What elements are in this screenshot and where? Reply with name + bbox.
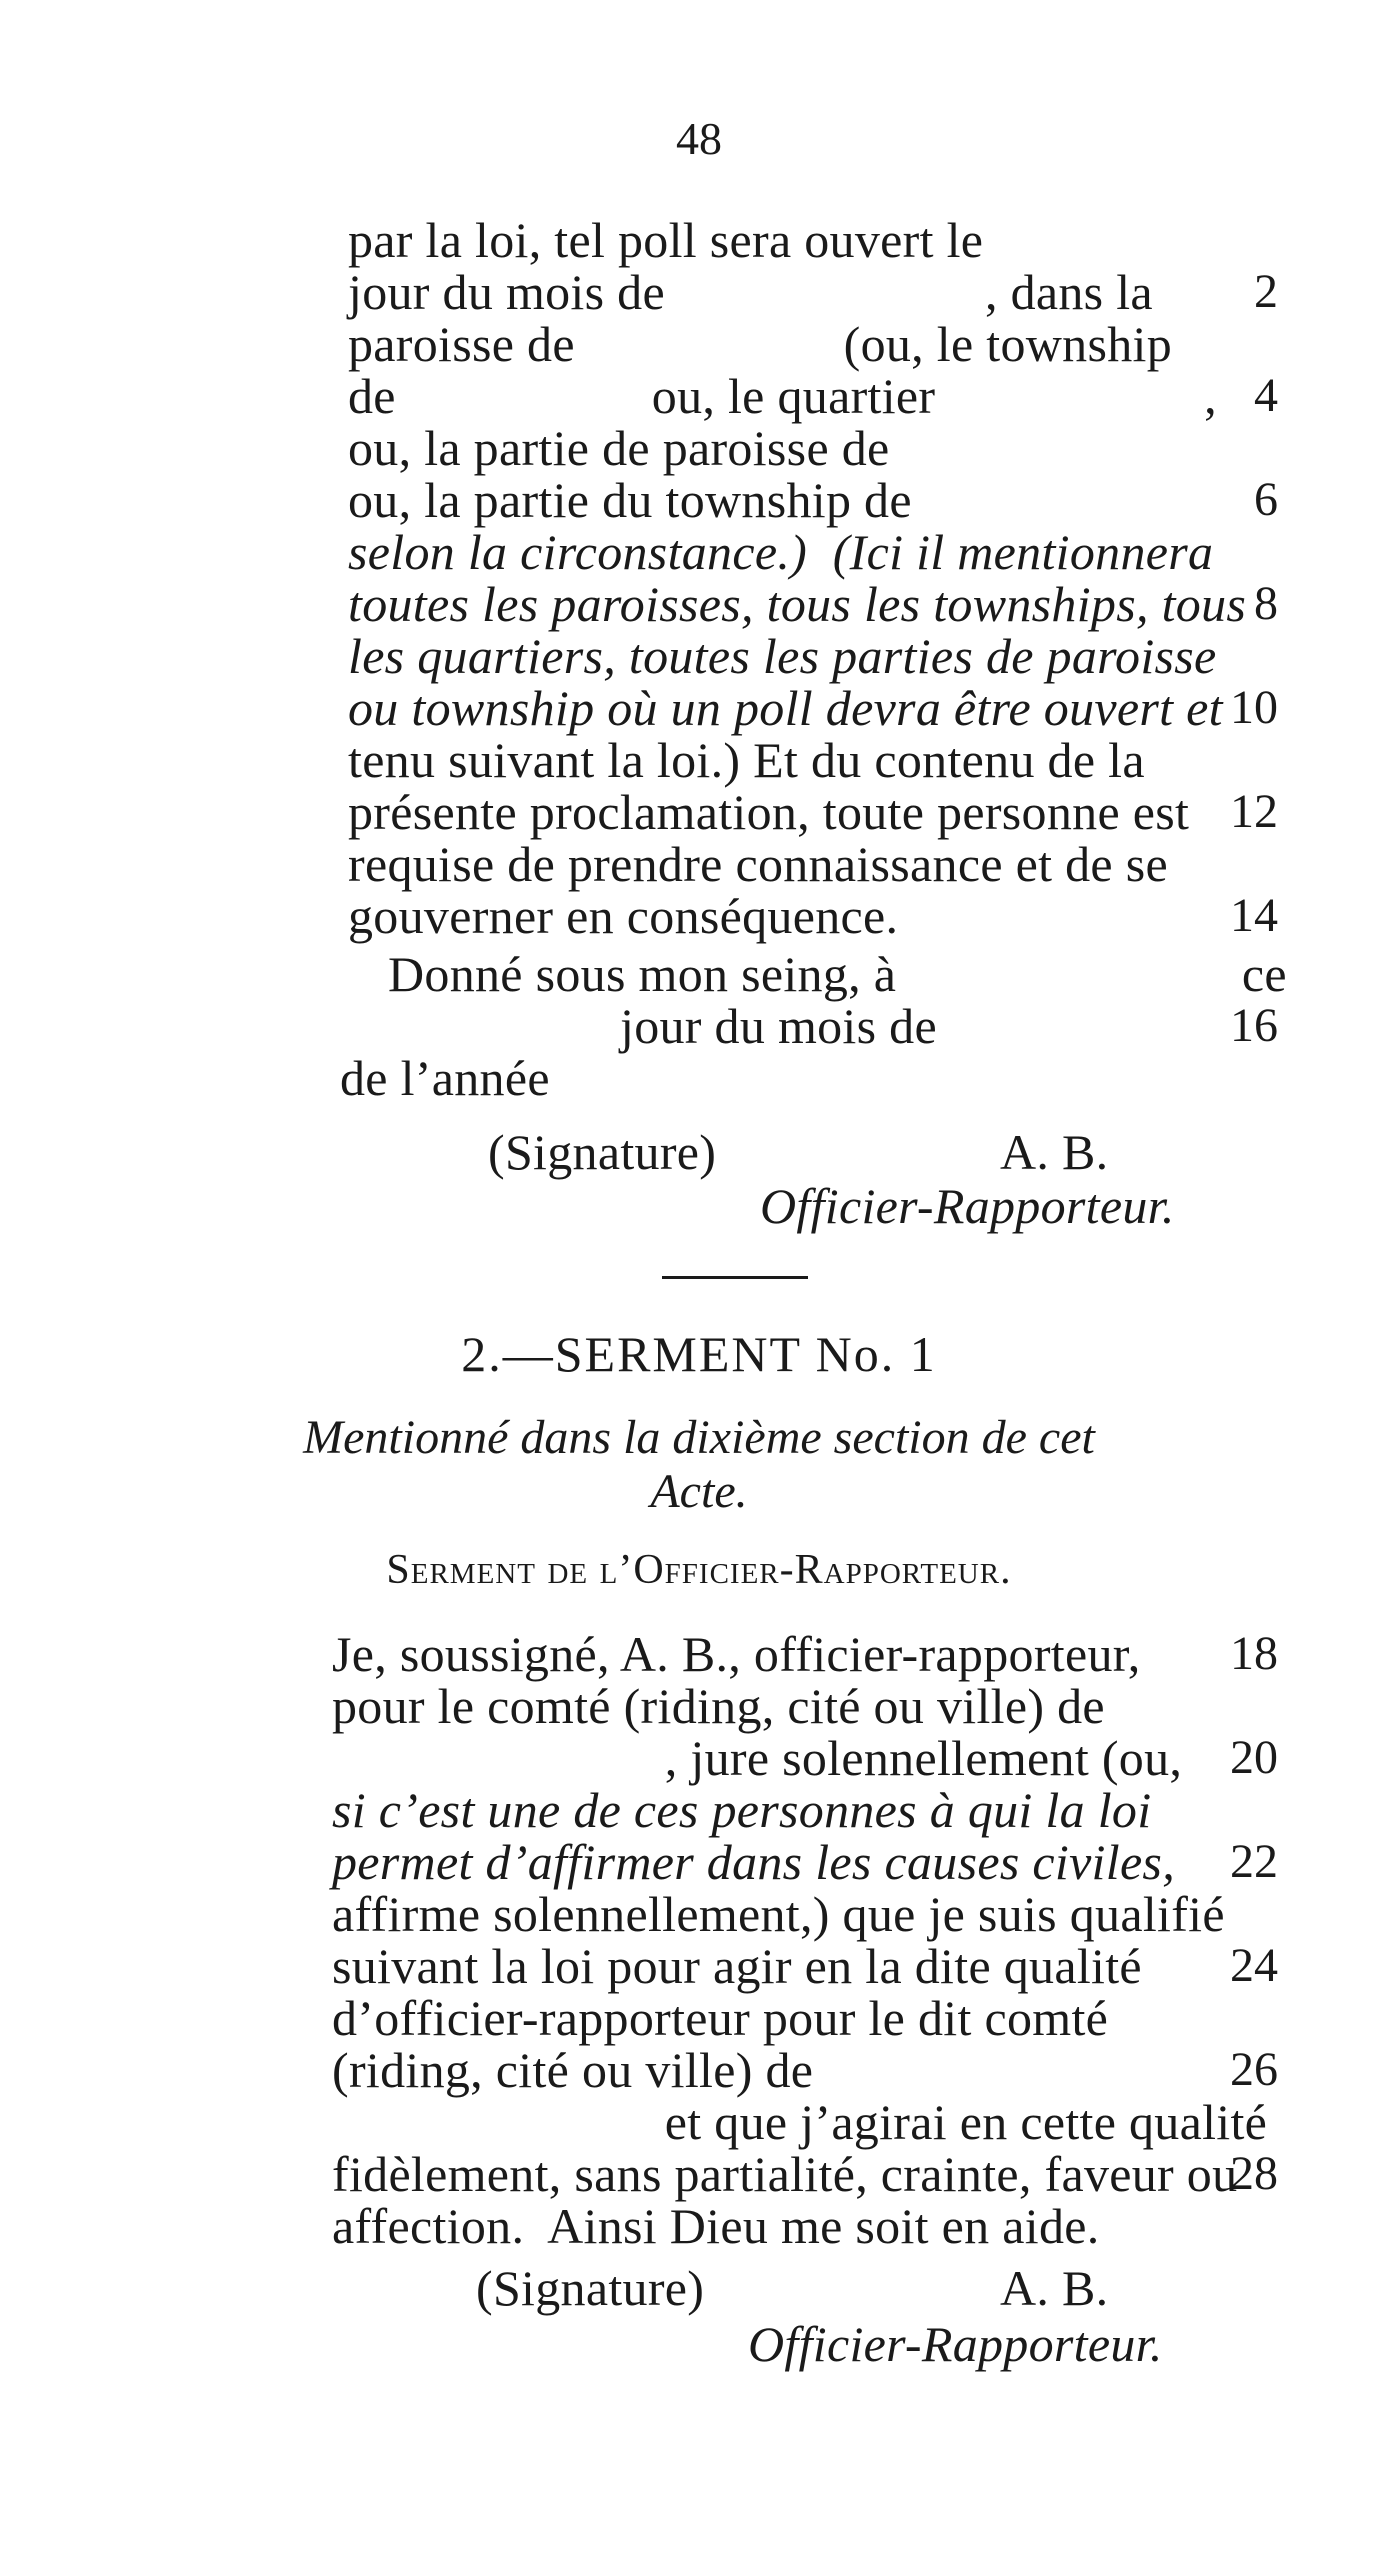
- line-number: 6: [1254, 473, 1278, 526]
- text-line: affirme solennellement,) que je suis qualifié: [332, 1886, 1225, 1942]
- text-line: , jure solennellement (ou,: [332, 1730, 1183, 1786]
- text-line: si c’est une de ces personnes à qui la loi: [332, 1782, 1152, 1838]
- text-line: jour du mois de , dans la: [348, 264, 1153, 320]
- line-number: 4: [1254, 369, 1278, 422]
- line-number: 22: [1230, 1835, 1278, 1888]
- line-number: 8: [1254, 577, 1278, 630]
- line-number: 14: [1230, 889, 1278, 942]
- line-number: 18: [1230, 1627, 1278, 1680]
- line-number: 24: [1230, 1939, 1278, 1992]
- line-number: 16: [1230, 999, 1278, 1052]
- line-number: 26: [1230, 2043, 1278, 2096]
- signature-title: Officier-Rapporteur.: [748, 2316, 1163, 2372]
- page-number: 48: [676, 113, 722, 164]
- section-subtitle-1: Mentionné dans la dixième section de cet: [303, 1411, 1095, 1464]
- text-line: ou, la partie du township de: [348, 472, 912, 528]
- text-line: gouverner en conséquence.: [348, 888, 899, 944]
- text-line: fidèlement, sans partialité, crainte, faveur ou: [332, 2146, 1238, 2202]
- signature-initials: A. B.: [1000, 2260, 1109, 2316]
- signature-label: (Signature): [488, 1124, 717, 1180]
- text-line: les quartiers, toutes les parties de paroisse: [348, 628, 1217, 684]
- section-subtitle-2: Acte.: [650, 1465, 748, 1518]
- line-number: 28: [1230, 2147, 1278, 2200]
- text-line: ou, la partie de paroisse de: [348, 420, 890, 476]
- text-line: d’officier-rapporteur pour le dit comté: [332, 1990, 1109, 2046]
- line-number: 2: [1254, 265, 1278, 318]
- text-line: par la loi, tel poll sera ouvert le: [348, 212, 984, 268]
- text-line: paroisse de (ou, le township: [348, 316, 1173, 372]
- text-line: permet d’affirmer dans les causes civiles,: [332, 1834, 1175, 1890]
- line-number: 20: [1230, 1731, 1278, 1784]
- signature-initials: A. B.: [1000, 1124, 1109, 1180]
- signature-title: Officier-Rapporteur.: [760, 1178, 1175, 1234]
- text-line: de ou, le quartier ,: [348, 368, 1217, 424]
- divider-rule: [662, 1276, 808, 1279]
- text-line: suivant la loi pour agir en la dite qualité: [332, 1938, 1142, 1994]
- text-line: selon la circonstance.) (Ici il mentionnera: [348, 524, 1214, 580]
- line-number: 12: [1230, 785, 1278, 838]
- given-line-3: de l’année: [340, 1050, 550, 1106]
- line-number: 10: [1230, 681, 1278, 734]
- oath-title: Serment de l’Officier-Rapporteur.: [386, 1547, 1012, 1593]
- text-line: présente proclamation, toute personne est: [348, 784, 1190, 840]
- section-heading: 2.—SERMENT No. 1: [461, 1326, 937, 1382]
- given-line-1: Donné sous mon seing, à ce: [388, 946, 1287, 1002]
- signature-label: (Signature): [476, 2260, 705, 2316]
- text-line: (riding, cité ou ville) de: [332, 2042, 814, 2098]
- given-line-2: jour du mois de: [620, 998, 937, 1054]
- text-line: et que j’agirai en cette qualité: [332, 2094, 1268, 2150]
- text-line: ou township où un poll devra être ouvert et: [348, 680, 1223, 736]
- text-line: toutes les paroisses, tous les townships, tous: [348, 576, 1247, 632]
- text-line: pour le comté (riding, cité ou ville) de: [332, 1678, 1105, 1734]
- text-line: affection. Ainsi Dieu me soit en aide.: [332, 2198, 1100, 2254]
- text-line: tenu suivant la loi.) Et du contenu de la: [348, 732, 1145, 788]
- text-line: Je, soussigné, A. B., officier-rapporteur,: [332, 1626, 1141, 1682]
- text-line: requise de prendre connaissance et de se: [348, 836, 1168, 892]
